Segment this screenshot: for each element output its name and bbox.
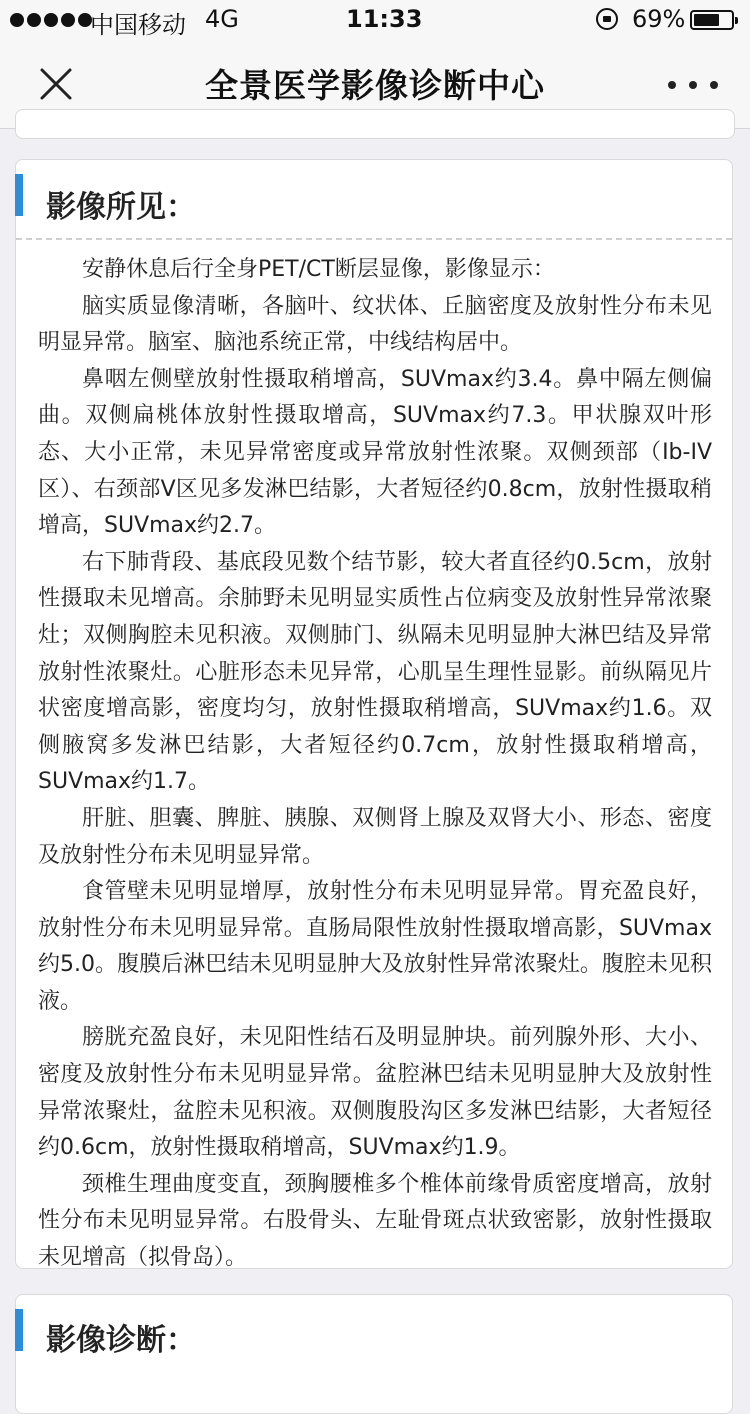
orientation-lock-icon <box>596 8 618 30</box>
battery-icon <box>690 10 734 30</box>
findings-header <box>16 160 732 240</box>
more-icon-dot <box>689 81 697 89</box>
findings-title: 影像所见： <box>46 190 196 225</box>
signal-icon <box>10 13 92 27</box>
findings-paragraph: 鼻咽左侧壁放射性摄取稍增高，SUVmax约3.4。鼻中隔左侧偏曲。双侧扁桃体放射性摄取增高，SUVmax约7.3。甲状腺双叶形态、大小正常，未见异常密度或异常放射性浓聚。双侧颈部（Ib-IV区）、右颈部V区见多发淋巴结影，大者短径约0.8cm，放射性摄取稍增高，SUVmax约2.7。 <box>38 366 712 539</box>
findings-paragraph: 食管壁未见明显增厚，放射性分布未见明显异常。胃充盈良好，放射性分布未见明显异常。直肠局限性放射性摄取增高影，SUVmax约5.0。腹膜后淋巴结未见明显肿大及放射性异常浓聚灶。腹腔未见积液。 <box>38 879 712 1014</box>
status-time: 11:33 <box>346 5 423 33</box>
previous-section-card <box>15 109 735 139</box>
findings-paragraph: 颈椎生理曲度变直，颈胸腰椎多个椎体前缘骨质密度增高，放射性分布未见明显异常。右股骨头、左耻骨斑点状致密影，放射性摄取未见增高（拟骨岛）。 <box>38 1171 712 1271</box>
status-bar <box>0 0 750 40</box>
findings-paragraph: 安静休息后行全身PET/CT断层显像，影像显示： <box>82 257 555 282</box>
findings-body <box>16 240 732 1277</box>
section-accent-bar <box>15 1309 23 1351</box>
carrier-label: 中国移动 <box>90 11 186 39</box>
report-content[interactable] <box>0 129 750 1358</box>
findings-card <box>15 159 733 1269</box>
findings-paragraph: 右下肺背段、基底段见数个结节影，较大者直径约0.5cm，放射性摄取未见增高。余肺野未见明显实质性占位病变及放射性异常浓聚灶；双侧胸腔未见积液。双侧肺门、纵隔未见明显肿大淋巴结及异常放射性浓聚灶。心脏形态未见异常，心肌呈生理性显影。前纵隔见片状密度增高影，密度均匀，放射性摄取稍增高，SUVmax约1.6。双侧腋窝多发淋巴结影，大者短径约0.7cm，放射性摄取稍增高，SUVmax约1.7。 <box>38 549 712 795</box>
page-title: 全景医学影像诊断中心 <box>205 66 545 105</box>
diagnosis-title: 影像诊断： <box>46 1323 196 1358</box>
findings-paragraph: 膀胱充盈良好，未见阳性结石及明显肿块。前列腺外形、大小、密度及放射性分布未见明显异常。盆腔淋巴结未见明显肿大及放射性异常浓聚灶，盆腔未见积液。双侧腹股沟区多发淋巴结影，大者短径约0.6cm，放射性摄取稍增高，SUVmax约1.9。 <box>38 1025 712 1161</box>
findings-paragraph: 肝脏、胆囊、脾脏、胰腺、双侧肾上腺及双肾大小、形态、密度及放射性分布未见明显异常。 <box>38 805 712 868</box>
battery-percent: 69% <box>632 5 686 33</box>
more-icon-dot <box>710 81 718 89</box>
section-accent-bar <box>15 174 23 216</box>
battery-level-fill <box>694 14 719 26</box>
more-button[interactable] <box>668 70 718 100</box>
diagnosis-card <box>15 1294 733 1414</box>
network-type: 4G <box>205 5 239 33</box>
more-icon-dot <box>668 81 676 89</box>
findings-paragraph: 脑实质显像清晰，各脑叶、纹状体、丘脑密度及放射性分布未见明显异常。脑室、脑池系统正常，中线结构居中。 <box>38 293 712 356</box>
